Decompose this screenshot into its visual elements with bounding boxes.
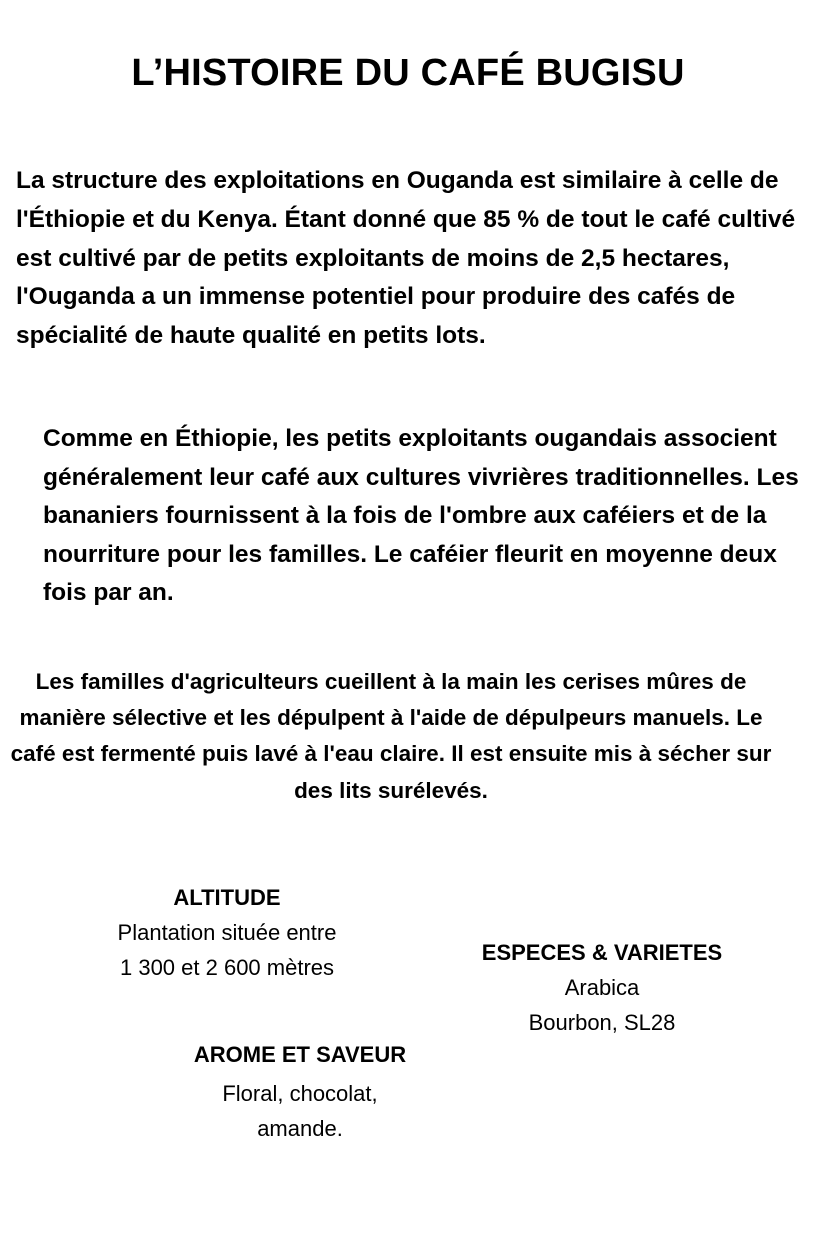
spec-arome-line: amande. — [257, 1116, 343, 1141]
spec-arome-saveur — [158, 1037, 442, 1146]
paragraph-processing: Les familles d'agriculteurs cueillent à la main les cerises mûres de manière sélective et les dépulpent à l'aide de dépulpeurs manuels. Le café est fermenté puis lavé à l'eau claire. Il est ensuite mis à sécher sur des lits surélevés. — [10, 669, 772, 803]
paragraph-farm-structure: La structure des exploitations en Ouganda est similaire à celle de l'Éthiopie et du Kenya. Étant donné que 85 % de tout le café cultivé est cultivé par de petits exploitants de moins de 2,5 hectares, l'Ouganda a un immense potentiel pour produire des cafés de spécialité de haute qualité en petits lots. — [16, 167, 796, 350]
spec-altitude-line: 1 300 et 2 600 mètres — [119, 955, 335, 980]
spec-especes-varietes — [444, 935, 760, 1040]
spec-especes-line: Arabica — [564, 975, 640, 1000]
spec-arome-label: AROME ET SAVEUR — [193, 1042, 407, 1067]
spec-altitude-label: ALTITUDE — [173, 885, 281, 910]
paragraph-crop-association: Comme en Éthiopie, les petits exploitants ougandais associent généralement leur café aux cultures vivrières traditionnelles. Les bananiers fournissent à la fois de l'ombre aux caféiers et de la nourriture pour les familles. Le caféier fleurit en moyenne deux fois par an. — [43, 425, 799, 607]
spec-altitude — [70, 880, 384, 985]
spec-especes-label: ESPECES & VARIETES — [481, 940, 723, 965]
spec-altitude-line: Plantation située entre — [117, 920, 337, 945]
spec-especes-line: Bourbon, SL28 — [528, 1010, 676, 1035]
page-title: L’HISTOIRE DU CAFÉ BUGISU — [131, 52, 685, 94]
spec-arome-line: Floral, chocolat, — [222, 1081, 378, 1106]
